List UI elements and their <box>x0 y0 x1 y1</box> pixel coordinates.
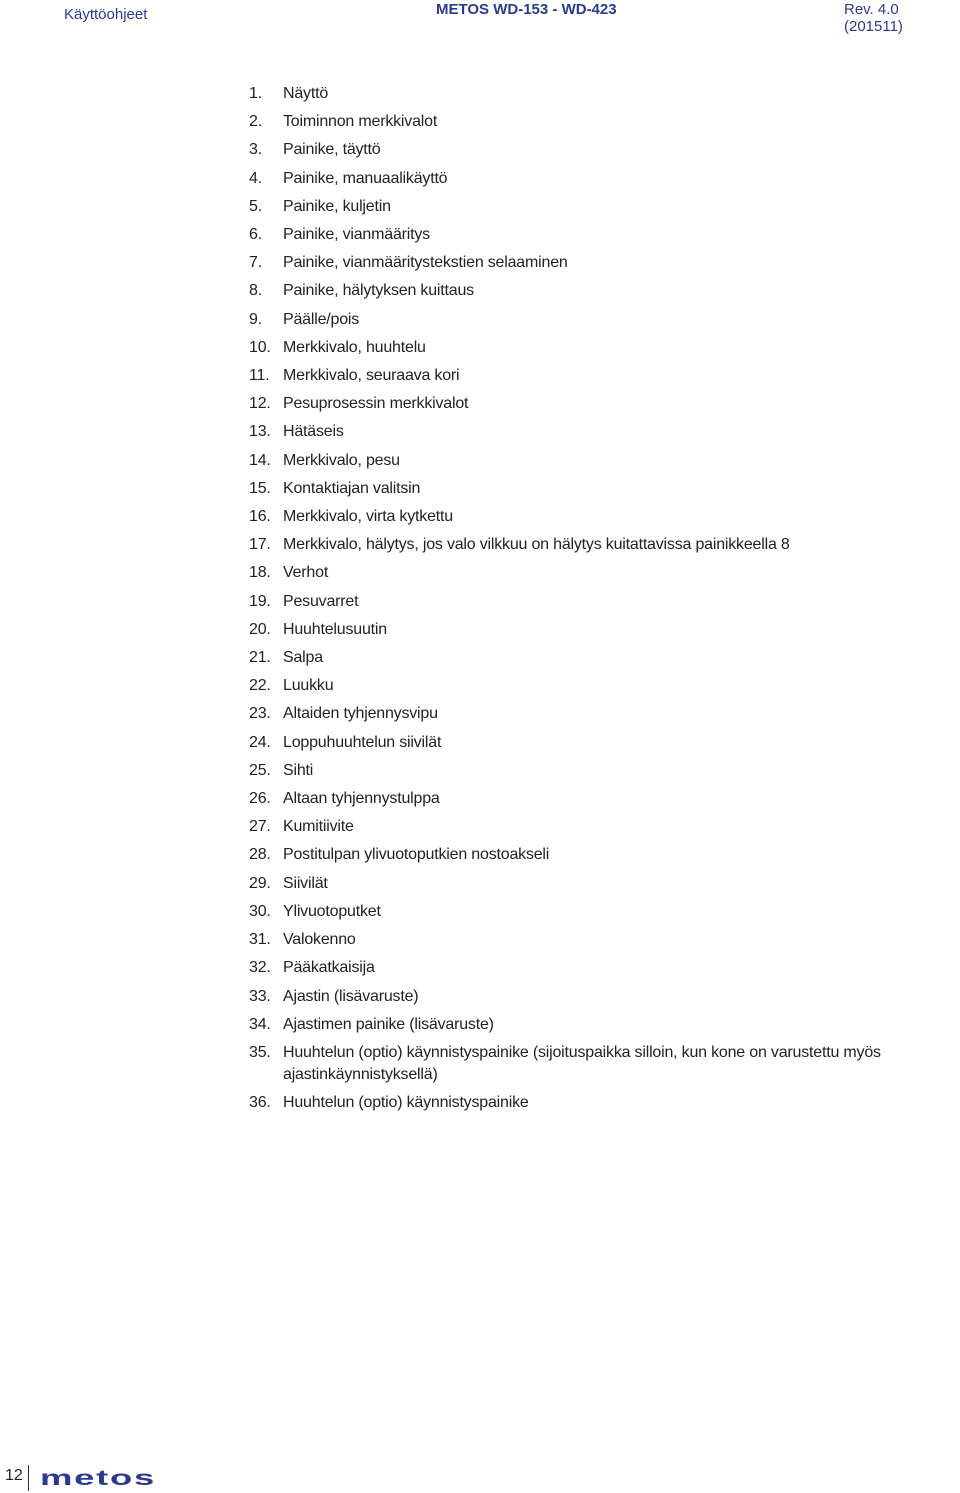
legend-item <box>249 898 960 926</box>
legend-item-number: 35. <box>249 1043 271 1061</box>
legend-item-text: Luukku <box>283 677 334 695</box>
legend-item-text: Kumitiivite <box>283 818 354 836</box>
legend-item <box>249 80 960 108</box>
metos-logo <box>40 1469 158 1487</box>
legend-item-text: Valokenno <box>283 931 356 949</box>
legend-item <box>249 644 960 672</box>
legend-item-text: Päälle/pois <box>283 310 360 328</box>
legend-item-text: Painike, vianmääritys <box>283 226 430 244</box>
legend-item <box>249 785 960 813</box>
legend-item-number: 13. <box>249 423 271 441</box>
legend-item-text: Merkkivalo, virta kytkettu <box>283 508 453 526</box>
legend-item-text: Painike, täyttö <box>283 141 381 159</box>
legend-item-number: 31. <box>249 931 271 949</box>
legend-item-number: 12. <box>249 395 271 413</box>
svg-text:metos: metos <box>40 1469 156 1487</box>
legend-item <box>249 447 960 475</box>
legend-item-number: 27. <box>249 818 271 836</box>
legend-item-number: 11. <box>249 367 270 385</box>
legend-item-number: 23. <box>249 705 271 723</box>
parts-legend-list <box>249 80 960 1117</box>
legend-item-number: 19. <box>249 592 271 610</box>
legend-item-number: 10. <box>249 338 271 356</box>
legend-item-number: 8. <box>249 282 262 300</box>
legend-item-number: 5. <box>249 197 262 215</box>
legend-item-text: Näyttö <box>283 85 329 102</box>
legend-item-text: Painike, manuaalikäyttö <box>283 169 448 187</box>
legend-item <box>249 503 960 531</box>
legend-item <box>249 249 960 277</box>
legend-item-number: 7. <box>249 254 262 272</box>
legend-item <box>249 136 960 164</box>
legend-item <box>249 418 960 446</box>
legend-item-number: 9. <box>249 310 262 328</box>
legend-item <box>249 221 960 249</box>
legend-item-text: Verhot <box>283 564 329 582</box>
legend-item-number: 30. <box>249 902 271 920</box>
legend-item-text: Postitulpan ylivuotoputkien nostoakseli <box>283 846 550 864</box>
legend-item-text: Loppuhuuhtelun siivilät <box>283 733 442 751</box>
legend-item-number: 17. <box>249 536 271 554</box>
legend-item-number: 15. <box>249 479 271 497</box>
page-header <box>0 0 960 35</box>
legend-item-text: Pesuvarret <box>283 592 359 610</box>
legend-item <box>249 616 960 644</box>
legend-item-text: Merkkivalo, huuhtelu <box>283 338 426 356</box>
legend-item <box>249 193 960 221</box>
legend-item-text: Altaiden tyhjennysvipu <box>283 705 438 723</box>
header-revision: Rev. 4.0 (201511) <box>844 1 903 35</box>
legend-item-text: Siivilät <box>283 874 328 892</box>
legend-item-text: Painike, kuljetin <box>283 197 391 215</box>
header-section-title: Käyttöohjeet <box>64 6 148 23</box>
legend-item-number: 26. <box>249 790 271 808</box>
legend-item-text: Merkkivalo, hälytys, jos valo vilkkuu on hälytys kuitattavissa painikkeella 8 <box>283 536 790 554</box>
legend-item <box>249 672 960 700</box>
legend-item-number: 32. <box>249 959 271 977</box>
legend-item-number: 6. <box>249 226 262 244</box>
legend-item <box>249 1089 960 1117</box>
legend-item-text: Ajastimen painike (lisävaruste) <box>283 1015 494 1033</box>
legend-item <box>249 757 960 785</box>
legend-item-number: 18. <box>249 564 271 582</box>
legend-item-text: Painike, vianmääritystekstien selaaminen <box>283 254 568 272</box>
legend-item <box>249 954 960 982</box>
legend-item <box>249 841 960 869</box>
legend-item-text: Merkkivalo, pesu <box>283 451 400 469</box>
legend-item <box>249 870 960 898</box>
legend-item-text: Toiminnon merkkivalot <box>283 113 438 131</box>
legend-item <box>249 729 960 757</box>
legend-item <box>249 362 960 390</box>
legend-item <box>249 1039 960 1089</box>
legend-item-number: 33. <box>249 987 271 1005</box>
legend-item <box>249 277 960 305</box>
legend-item-text: Sihti <box>283 761 314 779</box>
legend-item-text: Altaan tyhjennystulppa <box>283 790 440 808</box>
legend-item <box>249 531 960 559</box>
legend-item-number: 29. <box>249 874 271 892</box>
legend-item <box>249 306 960 334</box>
legend-item-number: 4. <box>249 169 262 187</box>
legend-item-text: Hätäseis <box>283 423 344 441</box>
legend-item-number: 2. <box>249 113 262 131</box>
legend-item <box>249 559 960 587</box>
legend-item-text: Merkkivalo, seuraava kori <box>283 367 460 385</box>
legend-item-text: Painike, hälytyksen kuittaus <box>283 282 474 300</box>
legend-item <box>249 108 960 136</box>
legend-item <box>249 926 960 954</box>
legend-item <box>249 588 960 616</box>
legend-item-number: 22. <box>249 677 271 695</box>
legend-item-number: 16. <box>249 508 271 526</box>
page-number: 12 <box>5 1467 23 1484</box>
legend-item-text: Huuhtelun (optio) käynnistyspainike (sijoituspaikka silloin, kun kone on varustettu myös ajastinkäynnistyksellä) <box>283 1043 881 1083</box>
legend-item <box>249 1011 960 1039</box>
legend-item-text: Pääkatkaisija <box>283 959 375 977</box>
legend-item-number: 14. <box>249 451 271 469</box>
legend-item-number: 36. <box>249 1093 271 1111</box>
legend-item-number: 21. <box>249 649 271 667</box>
legend-item-text: Ajastin (lisävaruste) <box>283 987 419 1005</box>
header-product-title: METOS WD-153 - WD-423 <box>436 1 617 18</box>
legend-item-number: 24. <box>249 733 271 751</box>
legend-item <box>249 983 960 1011</box>
legend-item-text: Huuhtelun (optio) käynnistyspainike <box>283 1093 529 1111</box>
legend-item-text: Kontaktiajan valitsin <box>283 479 421 497</box>
legend-item-number: 1. <box>249 85 262 102</box>
legend-item-text: Salpa <box>283 649 323 667</box>
legend-item-number: 34. <box>249 1015 271 1033</box>
legend-item <box>249 475 960 503</box>
legend-item-text: Huuhtelusuutin <box>283 620 387 638</box>
legend-item-text: Ylivuotoputket <box>283 902 381 920</box>
legend-item <box>249 813 960 841</box>
legend-item-number: 3. <box>249 141 262 159</box>
legend-item <box>249 390 960 418</box>
legend-item <box>249 700 960 728</box>
legend-item-text: Pesuprosessin merkkivalot <box>283 395 469 413</box>
legend-item-number: 20. <box>249 620 271 638</box>
legend-item <box>249 334 960 362</box>
legend-item-number: 28. <box>249 846 271 864</box>
legend-item-number: 25. <box>249 761 271 779</box>
legend-item <box>249 165 960 193</box>
footer-divider <box>28 1465 29 1491</box>
